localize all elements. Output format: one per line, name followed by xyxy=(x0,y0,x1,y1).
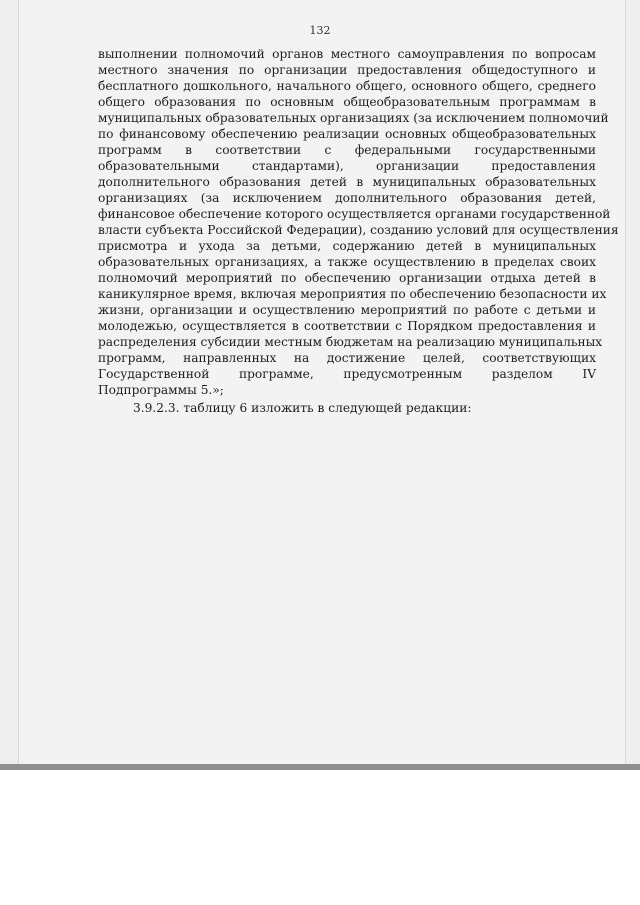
paragraph-line: Государственной программе, предусмотренным разделом IV xyxy=(98,367,596,381)
paragraph-line: организациях (за исключением дополнительного образования детей, xyxy=(98,191,596,205)
page-number: 132 xyxy=(309,24,331,37)
paragraph-line: дополнительного образования детей в муниципальных образовательных xyxy=(98,175,596,189)
paragraph-line: бесплатного дошкольного, начального общего, основного общего, среднего xyxy=(98,79,596,93)
paragraph-line: образовательных организациях, а также осуществлению в пределах своих xyxy=(98,255,596,269)
paragraph-line: жизни, организации и осуществлению мероприятий по работе с детьми и xyxy=(98,303,596,317)
paragraph-line: образовательными стандартами), организации предоставления xyxy=(98,159,596,173)
item-line: 3.9.2.3. таблицу 6 изложить в следующей редакции: xyxy=(133,401,472,415)
paragraph-line: распределения субсидии местным бюджетам на реализацию муниципальных xyxy=(98,335,603,349)
paragraph-line: Подпрограммы 5.»; xyxy=(98,383,224,397)
paragraph-line: программ в соответствии с федеральными государственными xyxy=(98,143,596,157)
paragraph-line: выполнении полномочий органов местного самоуправления по вопросам xyxy=(98,47,596,61)
paragraph-line: каникулярное время, включая мероприятия по обеспечению безопасности их xyxy=(98,287,607,301)
paragraph-line: полномочий мероприятий по обеспечению организации отдыха детей в xyxy=(98,271,596,285)
paragraph-line: финансовое обеспечение которого осуществляется органами государственной xyxy=(98,207,611,221)
paragraph-line: присмотра и ухода за детьми, содержанию детей в муниципальных xyxy=(98,239,596,253)
paragraph-line: власти субъекта Российской Федерации), созданию условий для осуществления xyxy=(98,223,619,237)
paragraph-line: муниципальных образовательных организациях (за исключением полномочий xyxy=(98,111,609,125)
paragraph-line: по финансовому обеспечению реализации основных общеобразовательных xyxy=(98,127,596,141)
paragraph-line: программ, направленных на достижение целей, соответствующих xyxy=(98,351,596,365)
paragraph-line: молодежью, осуществляется в соответствии с Порядком предоставления и xyxy=(98,319,596,333)
scan-bottom-edge xyxy=(0,764,640,770)
paragraph-line: местного значения по организации предоставления общедоступного и xyxy=(98,63,596,77)
paragraph-line: общего образования по основным общеобразовательным программам в xyxy=(98,95,596,109)
